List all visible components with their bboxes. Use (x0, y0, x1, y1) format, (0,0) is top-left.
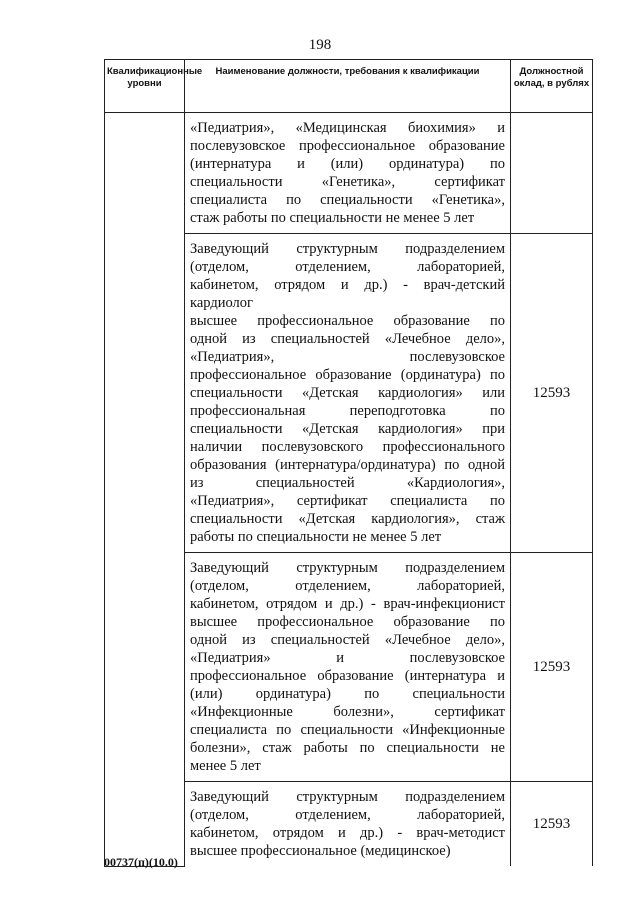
text-line: работы по специальности не менее 5 лет (190, 529, 442, 545)
text-line: «Педиатрия», послевузовское (190, 349, 505, 365)
table-row (105, 113, 593, 234)
text-line: высшее профессиональное образование по (190, 614, 505, 630)
text-line: стаж работы по специальности не менее 5 лет (190, 210, 475, 226)
text-line: профессиональная переподготовка по (190, 403, 505, 419)
text-line: образования (интернатура/ординатура) по одной (190, 457, 505, 473)
text-line: Заведующий структурным подразделением (190, 789, 505, 805)
position-description (185, 553, 511, 782)
text-line: специальности «Детская кардиология», стаж (190, 511, 505, 527)
text-line: «Педиатрия», сертификат специалиста по (190, 493, 505, 509)
text-line: высшее профессиональное образование по (190, 313, 505, 329)
text-line: менее 5 лет (190, 758, 261, 774)
text-line: Заведующий структурным подразделением (190, 560, 505, 576)
text-line: кабинетом, отрядом и др.) - врач-детский (190, 277, 505, 293)
text-line: специальности «Детская кардиология» или (190, 385, 505, 401)
document-code: 00737(п)(10.0) (104, 855, 178, 869)
qualification-table (104, 59, 593, 867)
text-line: профессиональное образование (ординатура) по (190, 367, 505, 383)
position-description (185, 113, 511, 234)
salary-cell: 12593 (511, 553, 593, 782)
text-line: «Инфекционные болезни», сертификат (190, 704, 505, 720)
text-line: (отделом, отделением, лабораторией, (190, 259, 505, 275)
salary-cell: 12593 (511, 234, 593, 553)
text-line: специалиста по специальности «Инфекционные (190, 722, 505, 738)
text-line: высшее профессиональное (медицинское) (190, 843, 451, 859)
text-line: специальности «Детская кардиология» при (190, 421, 505, 437)
page-number: 198 (308, 37, 332, 53)
text-line: специальности «Генетика», сертификат (190, 174, 505, 190)
header-position: Наименование должности, требования к квалификации (185, 60, 511, 113)
text-line: Заведующий структурным подразделением (190, 241, 505, 257)
header-salary: Должностной оклад, в рублях (511, 60, 593, 113)
text-line: кардиолог (190, 295, 253, 311)
text-line: из специальностей «Кардиология», (190, 475, 505, 491)
salary-cell (511, 113, 593, 234)
text-line: «Педиатрия», «Медицинская биохимия» и (190, 120, 505, 136)
header-level: Квалификационные уровни (105, 60, 185, 113)
text-line: кабинетом, отрядом и др.) - врач-инфекционист (190, 596, 505, 612)
text-line: наличии послевузовского профессионального (190, 439, 505, 455)
text-line: кабинетом, отрядом и др.) - врач-методист (190, 825, 505, 841)
table-header-row (105, 60, 593, 113)
salary-cell: 12593 (511, 782, 593, 867)
position-description (185, 782, 511, 867)
text-line: специалиста по специальности «Генетика», (190, 192, 505, 208)
text-line: (интернатура и (или) ординатура) по (190, 156, 505, 172)
text-line: (отделом, отделением, лабораторией, (190, 578, 505, 594)
text-line: (или) ординатура) по специальности (190, 686, 505, 702)
text-line: болезни», стаж работы по специальности не (190, 740, 505, 756)
text-line: одной из специальностей «Лечебное дело», (190, 331, 505, 347)
text-line: «Педиатрия» и послевузовское (190, 650, 505, 666)
position-description (185, 234, 511, 553)
text-line: профессиональное образование (интернатура и (190, 668, 505, 684)
level-cell (105, 113, 185, 867)
text-line: (отделом, отделением, лабораторией, (190, 807, 505, 823)
text-line: одной из специальностей «Лечебное дело», (190, 632, 505, 648)
text-line: послевузовское профессиональное образование (190, 138, 505, 154)
